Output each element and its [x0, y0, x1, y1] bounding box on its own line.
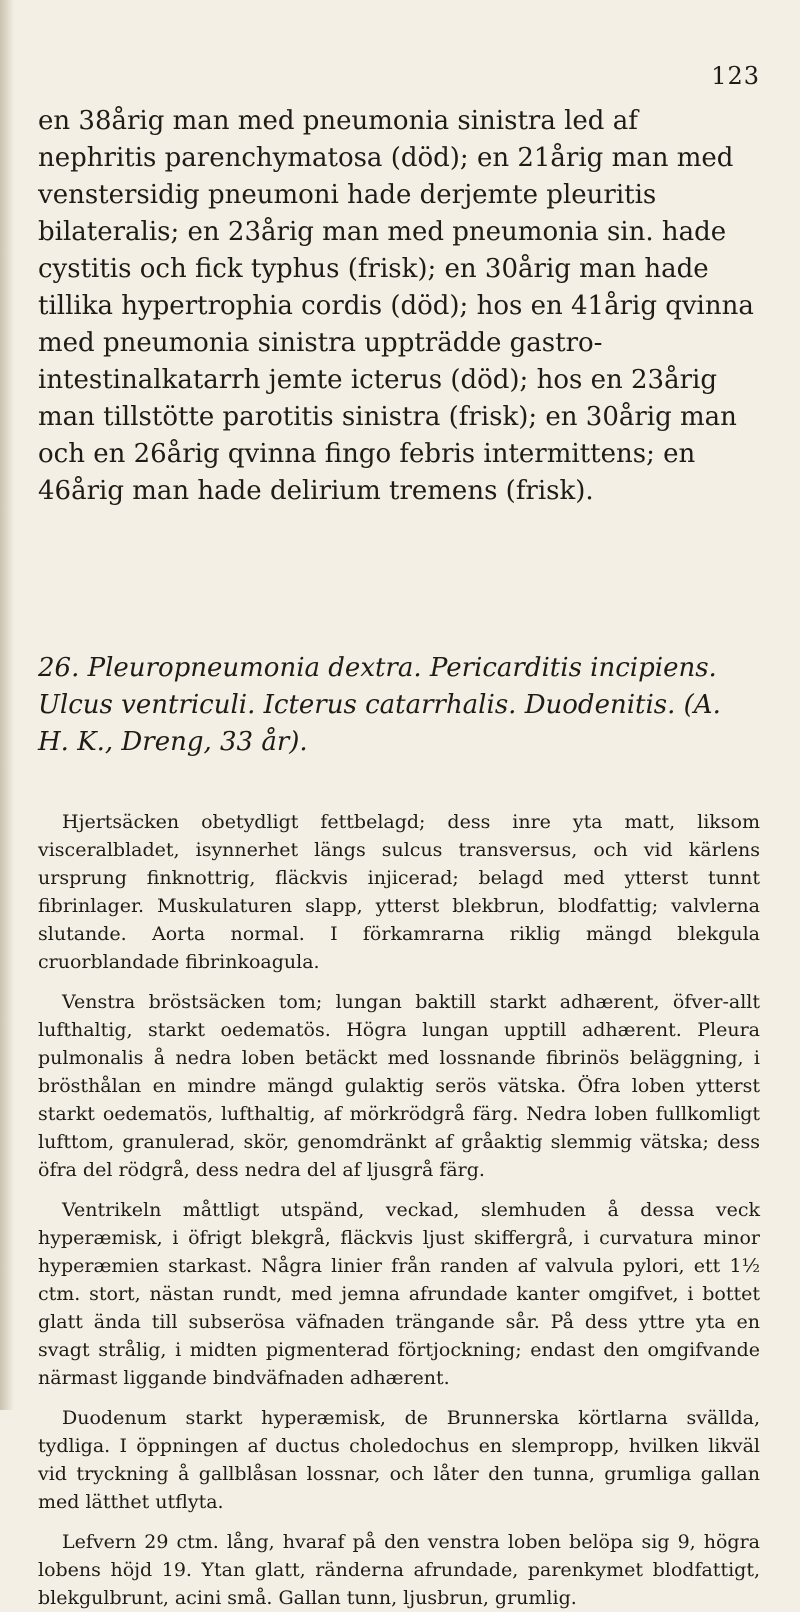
liver-findings-paragraph: Lefvern 29 ctm. lång, hvaraf på den venstra loben belöpa sig 9, högra lobens höjd 19. Ytan glatt, ränderna afrundade, parenkymet blodfattigt, blekgulbrunt, acini små. Gallan tunn, ljusbrun, grumlig.: [38, 1531, 760, 1609]
page-number: 123: [711, 62, 760, 90]
page-binding-edge: [0, 0, 14, 1410]
lung-findings-paragraph: Venstra bröstsäcken tom; lungan baktill starkt adhærent, öfver-allt lufthaltig, starkt oedematös. Högra lungan upptill adhærent. Pleura pulmonalis å nedra loben betäckt med lossnande fibrinös beläggning, i brösthålan en mindre mängd gulaktig serös vätska. Öfra loben ytterst starkt oedematös, lufthaltig, af mörkrödgrå färg. Nedra loben fullkomligt lufttom, granulerad, skör, genomdränkt af gråaktig slemmig vätska; dess öfra del rödgrå, dess nedra del af ljusgrå färg.: [38, 991, 760, 1181]
case-heading: 26. Pleuropneumonia dextra. Pericarditis incipiens. Ulcus ventriculi. Icterus catarrhalis. Duodenitis. (A. H. K., Dreng, 33 år).: [38, 653, 721, 757]
heart-findings-paragraph: Hjertsäcken obetydligt fettbelagd; dess inre yta matt, liksom visceralbladet, isynnerhet längs sulcus transversus, och vid kärlens ursprung finknottrig, fläckvis injicerad; belagd med ytterst tunnt fibrinlager. Muskulaturen slapp, ytterst blekbrun, blodfattig; valvlerna slutande. Aorta normal. I förkamrarna riklig mängd blekgula cruorblandade fibrinkoagula.: [38, 811, 760, 973]
intro-paragraph: en 38årig man med pneumonia sinistra led af nephritis parenchymatosa (död); en 21årig man med venstersidig pneumoni hade derjemte pleuritis bilateralis; en 23årig man med pneumonia sin. hade cystitis och fick typhus (frisk); en 30årig man hade tillika hypertrophia cordis (död); hos en 41årig qvinna med pneumonia sinistra uppträdde gastro-intestinalkatarrh jemte icterus (död); hos en 23årig man tillstötte parotitis sinistra (frisk); en 30årig man och en 26årig qvinna fingo febris intermittens; en 46årig man hade delirium tremens (frisk).: [38, 106, 754, 506]
stomach-findings-paragraph: Ventrikeln måttligt utspänd, veckad, slemhuden å dessa veck hyperæmisk, i öfrigt blekgrå, fläckvis ljust skiffergrå, i curvatura minor hyperæmien starkast. Några linier från randen af valvula pylori, ett 1½ ctm. stort, nästan rundt, med jemna afrundade kanter omgifvet, i bottet glatt ända till subserösa väfnaden trängande sår. På dess yttre yta en svagt strålig, i midten pigmenterad förtjockning; endast den omgifvande närmast liggande bindväfnaden adhærent.: [38, 1199, 760, 1389]
duodenum-findings-paragraph: Duodenum starkt hyperæmisk, de Brunnerska körtlarna svällda, tydliga. I öppningen af ductus choledochus en slempropp, hvilken likväl vid tryckning å gallblåsan lossnar, och låter den tunna, grumliga gallan med lätthet utflyta.: [38, 1407, 760, 1513]
